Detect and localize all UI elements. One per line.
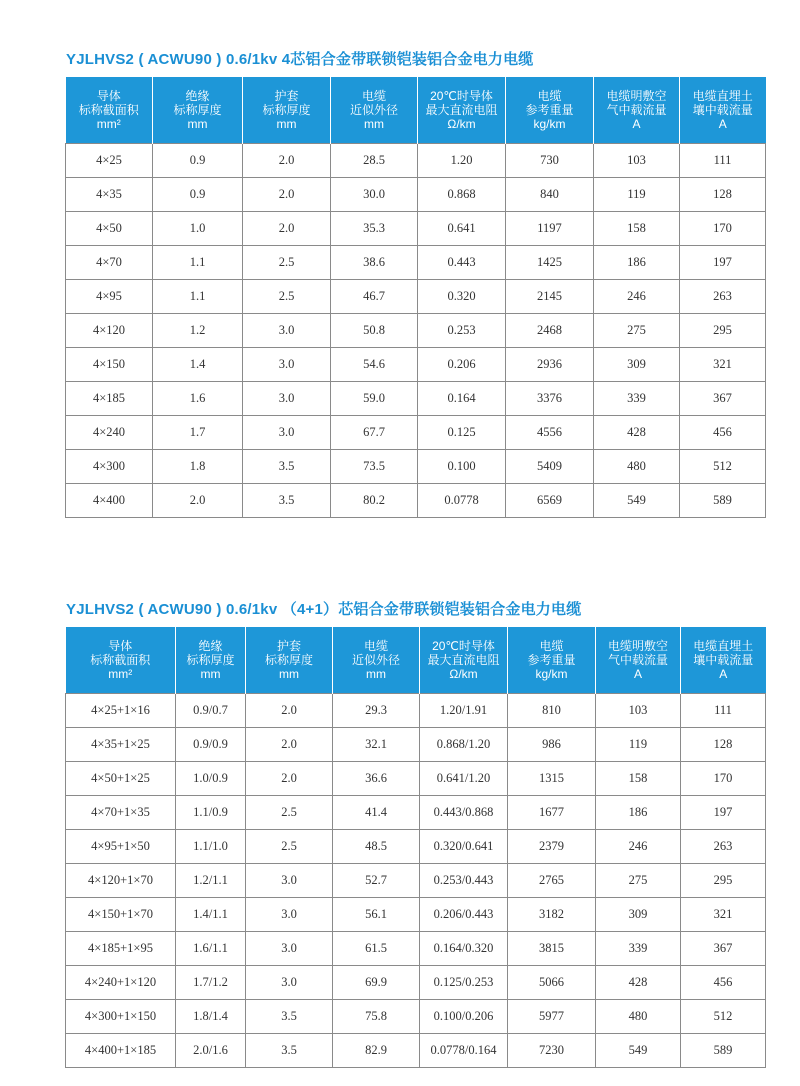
table-row: [66, 932, 766, 966]
table-row: [66, 762, 766, 796]
table-cell: 2379: [508, 830, 596, 864]
header-line: 气中载流量: [606, 103, 667, 117]
table-cell: 186: [596, 796, 681, 830]
table-cell: 246: [596, 830, 681, 864]
table-cell: 0.100/0.206: [420, 1000, 508, 1034]
header-line: 近似外径: [351, 653, 400, 667]
table-cell: 309: [594, 348, 680, 382]
header-line: 护套: [276, 639, 301, 653]
header-line: 导体: [96, 89, 121, 103]
table-cell: 1315: [508, 762, 596, 796]
table1-title: YJLHVS2 ( ACWU90 ) 0.6/1kv 4芯铝合金带联锁铠装铝合金电力电缆: [66, 51, 534, 68]
table-cell: 4×35+1×25: [66, 728, 176, 762]
header-line: 参考重量: [527, 653, 576, 667]
table-cell: 2.5: [243, 280, 331, 314]
table1-header-cell: [331, 77, 418, 144]
table-cell: 103: [596, 694, 681, 728]
table-cell: 549: [594, 484, 680, 518]
table-cell: 38.6: [331, 246, 418, 280]
table-row: [66, 694, 766, 728]
table-cell: 4×185+1×95: [66, 932, 176, 966]
table-cell: 0.641: [418, 212, 506, 246]
table-row: [66, 1034, 766, 1068]
header-line: A: [718, 117, 727, 131]
table-cell: 50.8: [331, 314, 418, 348]
table1-header-cell: [153, 77, 243, 144]
table-cell: 2.0: [246, 694, 333, 728]
table-cell: 1.8: [153, 450, 243, 484]
table1-header-cell: [418, 77, 506, 144]
table-cell: 295: [680, 314, 766, 348]
table-row: [66, 966, 766, 1000]
table-cell: 3.0: [246, 898, 333, 932]
header-line: 最大直流电阻: [425, 103, 498, 117]
table-row: [66, 898, 766, 932]
header-line: 电缆: [363, 639, 388, 653]
table2-header-cell: [508, 627, 596, 694]
table-cell: 2.0: [243, 178, 331, 212]
table-cell: 4×70: [66, 246, 153, 280]
table-cell: 2468: [506, 314, 594, 348]
table-cell: 0.0778: [418, 484, 506, 518]
table-cell: 4×95+1×50: [66, 830, 176, 864]
header-line: 绝缘: [185, 89, 210, 103]
table-cell: 339: [594, 382, 680, 416]
table-cell: 119: [596, 728, 681, 762]
table-cell: 2.0: [153, 484, 243, 518]
table-cell: 111: [680, 144, 766, 178]
table-cell: 1.7/1.2: [176, 966, 246, 1000]
table-cell: 4×35: [66, 178, 153, 212]
header-line: 电缆直埋土: [693, 639, 754, 653]
table-cell: 4×120+1×70: [66, 864, 176, 898]
table-cell: 103: [594, 144, 680, 178]
table-cell: 275: [596, 864, 681, 898]
table-cell: 321: [680, 348, 766, 382]
table-cell: 0.443: [418, 246, 506, 280]
table-cell: 4×50: [66, 212, 153, 246]
table-cell: 111: [681, 694, 766, 728]
table-cell: 0.9: [153, 178, 243, 212]
table-cell: 1.0/0.9: [176, 762, 246, 796]
table-cell: 0.206: [418, 348, 506, 382]
table-cell: 0.868/1.20: [420, 728, 508, 762]
table1-header-cell: [66, 77, 153, 144]
table-cell: 840: [506, 178, 594, 212]
table-cell: 2.0: [246, 762, 333, 796]
table-cell: 480: [596, 1000, 681, 1034]
header-line: 标称截面积: [90, 653, 151, 667]
table-cell: 309: [596, 898, 681, 932]
table-cell: 456: [681, 966, 766, 1000]
table-cell: 3.0: [243, 416, 331, 450]
table-cell: 48.5: [333, 830, 420, 864]
table-cell: 2.5: [246, 830, 333, 864]
header-line: 标称厚度: [173, 103, 222, 117]
table-cell: 4×300: [66, 450, 153, 484]
table1-header-row: [66, 77, 766, 144]
table-row: [66, 416, 766, 450]
table-cell: 0.125/0.253: [420, 966, 508, 1000]
table-cell: 4×240: [66, 416, 153, 450]
table-row: [66, 280, 766, 314]
table-row: [66, 144, 766, 178]
table-cell: 1.6: [153, 382, 243, 416]
table-row: [66, 728, 766, 762]
table-cell: 1.1: [153, 280, 243, 314]
table-cell: 0.641/1.20: [420, 762, 508, 796]
table2-title: YJLHVS2 ( ACWU90 ) 0.6/1kv （4+1）芯铝合金带联锁铠装铝合金电力电缆: [66, 601, 582, 618]
table1-header-cell: [506, 77, 594, 144]
header-line: 绝缘: [198, 639, 223, 653]
table-cell: 158: [594, 212, 680, 246]
table-cell: 36.6: [333, 762, 420, 796]
table-cell: 263: [681, 830, 766, 864]
table-cell: 4×25+1×16: [66, 694, 176, 728]
table-cell: 512: [680, 450, 766, 484]
table-cell: 128: [681, 728, 766, 762]
table-cell: 0.0778/0.164: [420, 1034, 508, 1068]
header-line: 电缆: [361, 89, 386, 103]
table-cell: 3.5: [243, 450, 331, 484]
table-cell: 0.206/0.443: [420, 898, 508, 932]
table-cell: 589: [681, 1034, 766, 1068]
table-cell: 69.9: [333, 966, 420, 1000]
table-cell: 67.7: [331, 416, 418, 450]
header-line: mm: [187, 117, 208, 131]
table-row: [66, 178, 766, 212]
table-cell: 339: [596, 932, 681, 966]
header-line: 电缆: [537, 89, 562, 103]
table-cell: 0.9/0.7: [176, 694, 246, 728]
table-cell: 0.320: [418, 280, 506, 314]
table-cell: 0.164/0.320: [420, 932, 508, 966]
table-cell: 197: [680, 246, 766, 280]
header-line: 参考重量: [525, 103, 574, 117]
header-line: A: [632, 117, 641, 131]
table-cell: 4×400: [66, 484, 153, 518]
header-line: mm: [279, 667, 299, 681]
table-cell: 263: [680, 280, 766, 314]
header-line: 标称厚度: [262, 103, 311, 117]
table-cell: 2.0: [243, 212, 331, 246]
table-cell: 589: [680, 484, 766, 518]
header-line: mm: [366, 667, 386, 681]
header-line: 护套: [274, 89, 299, 103]
table-cell: 549: [596, 1034, 681, 1068]
table-cell: 4×240+1×120: [66, 966, 176, 1000]
table-cell: 4×150: [66, 348, 153, 382]
table2-header-cell: [333, 627, 420, 694]
header-line: 标称厚度: [186, 653, 235, 667]
table-cell: 0.100: [418, 450, 506, 484]
table-cell: 4×400+1×185: [66, 1034, 176, 1068]
table-row: [66, 212, 766, 246]
table-cell: 0.320/0.641: [420, 830, 508, 864]
table-cell: 1.6/1.1: [176, 932, 246, 966]
header-line: 电缆: [539, 639, 564, 653]
table-cell: 295: [681, 864, 766, 898]
table-cell: 480: [594, 450, 680, 484]
table-cell: 428: [594, 416, 680, 450]
table-cell: 1.4/1.1: [176, 898, 246, 932]
table-row: [66, 1000, 766, 1034]
header-line: 电缆明敷空: [607, 639, 668, 653]
table-cell: 2.0: [243, 144, 331, 178]
table-cell: 456: [680, 416, 766, 450]
table-row: [66, 348, 766, 382]
header-line: 最大直流电阻: [427, 653, 500, 667]
table-row: [66, 450, 766, 484]
table-cell: 32.1: [333, 728, 420, 762]
table-cell: 5409: [506, 450, 594, 484]
table-cell: 0.253: [418, 314, 506, 348]
table-cell: 1.4: [153, 348, 243, 382]
table-cell: 1197: [506, 212, 594, 246]
header-line: 标称厚度: [264, 653, 313, 667]
table-cell: 197: [681, 796, 766, 830]
table-row: [66, 796, 766, 830]
header-line: 导体: [108, 639, 133, 653]
table-cell: 3376: [506, 382, 594, 416]
table-cell: 6569: [506, 484, 594, 518]
table-cell: 170: [680, 212, 766, 246]
header-line: 气中载流量: [607, 653, 668, 667]
table-cell: 0.125: [418, 416, 506, 450]
table-cell: 2765: [508, 864, 596, 898]
header-line: Ω/km: [449, 667, 478, 681]
table-row: [66, 314, 766, 348]
table-cell: 4×150+1×70: [66, 898, 176, 932]
table2-header-cell: [246, 627, 333, 694]
table-cell: 35.3: [331, 212, 418, 246]
header-line: kg/km: [533, 117, 566, 131]
header-line: A: [719, 667, 728, 681]
table-cell: 1.1: [153, 246, 243, 280]
table-cell: 1.7: [153, 416, 243, 450]
table-cell: 4×300+1×150: [66, 1000, 176, 1034]
table-cell: 5977: [508, 1000, 596, 1034]
table-cell: 0.9/0.9: [176, 728, 246, 762]
table-cell: 1425: [506, 246, 594, 280]
table-cell: 4556: [506, 416, 594, 450]
header-line: Ω/km: [447, 117, 476, 131]
header-line: 近似外径: [349, 103, 398, 117]
table-cell: 5066: [508, 966, 596, 1000]
table-row: [66, 382, 766, 416]
table-cell: 54.6: [331, 348, 418, 382]
table1-header-cell: [680, 77, 766, 144]
table-cell: 4×25: [66, 144, 153, 178]
table-cell: 1.8/1.4: [176, 1000, 246, 1034]
table-cell: 4×120: [66, 314, 153, 348]
table2-header-cell: [681, 627, 766, 694]
table-cell: 56.1: [333, 898, 420, 932]
table-cell: 4×95: [66, 280, 153, 314]
table-cell: 1.0: [153, 212, 243, 246]
header-line: 20℃时导体: [430, 89, 493, 103]
table-cell: 1.20/1.91: [420, 694, 508, 728]
table-cell: 75.8: [333, 1000, 420, 1034]
table-cell: 73.5: [331, 450, 418, 484]
table-cell: 2.0/1.6: [176, 1034, 246, 1068]
table-cell: 3182: [508, 898, 596, 932]
table-cell: 61.5: [333, 932, 420, 966]
header-line: 电缆直埋土: [692, 89, 753, 103]
table-cell: 730: [506, 144, 594, 178]
table-cell: 186: [594, 246, 680, 280]
table-cell: 246: [594, 280, 680, 314]
table-cell: 4×185: [66, 382, 153, 416]
table-cell: 2936: [506, 348, 594, 382]
table-cell: 52.7: [333, 864, 420, 898]
table2-header-cell: [176, 627, 246, 694]
table-cell: 4×70+1×35: [66, 796, 176, 830]
table-row: [66, 830, 766, 864]
header-line: mm: [364, 117, 384, 131]
table-row: [66, 484, 766, 518]
table-cell: 59.0: [331, 382, 418, 416]
table2-header-row: [66, 627, 766, 694]
header-line: mm²: [108, 667, 133, 681]
table-cell: 80.2: [331, 484, 418, 518]
table-cell: 2145: [506, 280, 594, 314]
table2-header-cell: [420, 627, 508, 694]
table-cell: 4×50+1×25: [66, 762, 176, 796]
table-cell: 41.4: [333, 796, 420, 830]
table-cell: 0.868: [418, 178, 506, 212]
table-cell: 119: [594, 178, 680, 212]
table-cell: 1677: [508, 796, 596, 830]
table-cell: 82.9: [333, 1034, 420, 1068]
table-cell: 7230: [508, 1034, 596, 1068]
table-cell: 986: [508, 728, 596, 762]
table-cell: 0.164: [418, 382, 506, 416]
table-row: [66, 246, 766, 280]
table-cell: 3815: [508, 932, 596, 966]
table-cell: 512: [681, 1000, 766, 1034]
table-cell: 46.7: [331, 280, 418, 314]
table-cell: 275: [594, 314, 680, 348]
table-cell: 3.0: [243, 382, 331, 416]
table-cell: 3.0: [243, 348, 331, 382]
header-line: kg/km: [535, 667, 568, 681]
header-line: 20℃时导体: [432, 639, 495, 653]
table-cell: 0.443/0.868: [420, 796, 508, 830]
table-cell: 3.0: [246, 932, 333, 966]
table2-header-cell: [596, 627, 681, 694]
table-cell: 1.1/1.0: [176, 830, 246, 864]
header-line: mm: [200, 667, 221, 681]
table2: [65, 627, 766, 1068]
table2-header-cell: [66, 627, 176, 694]
table-cell: 1.20: [418, 144, 506, 178]
header-line: 标称截面积: [78, 103, 139, 117]
table-cell: 128: [680, 178, 766, 212]
table1: [65, 77, 766, 518]
table-cell: 367: [680, 382, 766, 416]
header-line: 壤中载流量: [693, 653, 754, 667]
table1-header-cell: [594, 77, 680, 144]
table-cell: 2.0: [246, 728, 333, 762]
table-cell: 1.2/1.1: [176, 864, 246, 898]
table-cell: 367: [681, 932, 766, 966]
table1-header-cell: [243, 77, 331, 144]
table-cell: 321: [681, 898, 766, 932]
table-cell: 2.5: [243, 246, 331, 280]
table-cell: 28.5: [331, 144, 418, 178]
table-cell: 3.5: [246, 1034, 333, 1068]
table-cell: 170: [681, 762, 766, 796]
table-cell: 29.3: [333, 694, 420, 728]
header-line: 壤中载流量: [692, 103, 753, 117]
table-row: [66, 864, 766, 898]
header-line: A: [633, 667, 642, 681]
table-cell: 30.0: [331, 178, 418, 212]
table-cell: 1.2: [153, 314, 243, 348]
table-cell: 3.0: [246, 966, 333, 1000]
table-cell: 3.5: [246, 1000, 333, 1034]
table-cell: 2.5: [246, 796, 333, 830]
table-cell: 428: [596, 966, 681, 1000]
table-cell: 3.5: [243, 484, 331, 518]
table-cell: 3.0: [246, 864, 333, 898]
header-line: 电缆明敷空: [606, 89, 667, 103]
table-cell: 1.1/0.9: [176, 796, 246, 830]
table-cell: 158: [596, 762, 681, 796]
table-cell: 0.253/0.443: [420, 864, 508, 898]
table-cell: 3.0: [243, 314, 331, 348]
header-line: mm: [276, 117, 297, 131]
table-cell: 0.9: [153, 144, 243, 178]
table-cell: 810: [508, 694, 596, 728]
header-line: mm²: [96, 117, 121, 131]
